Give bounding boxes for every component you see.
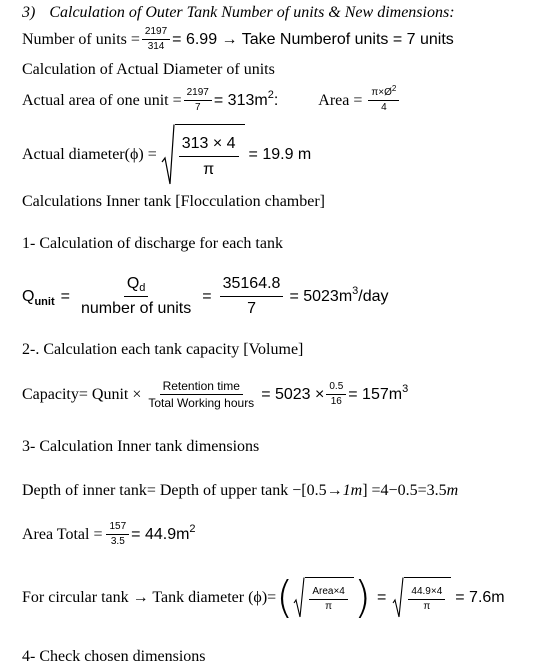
- circular-sqrt-2: [392, 577, 451, 619]
- right-paren-icon: ): [353, 572, 372, 623]
- capacity-heading: 2-. Calculation each tank capacity [Volume]: [22, 341, 304, 358]
- inner-dims-heading: 3- Calculation Inner tank dimensions: [22, 438, 260, 455]
- units-fraction: [142, 27, 170, 52]
- circular-sqrt-1: [293, 577, 354, 619]
- area-prefix: Actual area of one unit =: [22, 91, 182, 109]
- capacity-prefix: Capacity= Qunit ×: [22, 385, 142, 403]
- capacity-fraction-2: [326, 382, 346, 407]
- radical-sign-icon: [293, 577, 305, 619]
- circular-tank-equation: For circular tank → Tank diameter (ϕ)= ( Area×4 π ) = $\frac{44.9\times 4}{\pi}$ = 7.6m: [22, 572, 505, 623]
- diameter-prefix: Actual diameter(ϕ) =: [22, 146, 157, 163]
- units-equation: [22, 27, 454, 52]
- depth-equation: Depth of inner tank= Depth of upper tank −[0.5→1m] =4−0.5=3.5m: [22, 482, 459, 499]
- area-total-denominator: 3.5: [110, 536, 125, 547]
- discharge-equation: $Q_{unit}$ = Qd number of units = $\frac{35164.8}{7}$ = $5023m^3$/day: [22, 275, 389, 317]
- q-unit-label: $Q_{unit}$: [22, 287, 55, 308]
- circular-numerator-1: Area×4: [309, 587, 348, 600]
- capacity-denominator: Total Working hours: [148, 396, 255, 410]
- capacity-mid: = 5023 ×: [261, 385, 325, 403]
- capacity-numerator: Retention time: [160, 380, 243, 395]
- discharge-heading: 1- Calculation of discharge for each tank: [22, 235, 283, 252]
- area-formula-fraction: [368, 84, 399, 113]
- capacity-numerator-2: 0.5: [326, 382, 346, 395]
- actual-diameter-heading: Calculation of Actual Diameter of units: [22, 61, 275, 78]
- discharge-fraction-1: [78, 276, 194, 317]
- section-heading: [22, 5, 455, 21]
- capacity-fraction: [145, 380, 257, 409]
- diameter-sqrt: [161, 124, 245, 186]
- left-paren-icon: (: [276, 572, 294, 623]
- discharge-fraction-2: [220, 276, 284, 317]
- check-heading: 4- Check chosen dimensions: [22, 648, 206, 665]
- discharge-numerator-2: 35164.8: [220, 276, 284, 297]
- circular-fraction-1: [309, 587, 348, 612]
- circular-prefix: For circular tank → Tank diameter (ϕ)=: [22, 589, 277, 606]
- units-prefix: Number of units =: [22, 30, 140, 48]
- units-result: = 6.99 → Take Numberof units = 7 units: [172, 30, 454, 48]
- area-numerator: 2197: [184, 88, 212, 101]
- circular-fraction-2: [408, 587, 445, 612]
- area-result: = $313m^2$:: [213, 88, 279, 109]
- area-total-numerator: 157: [106, 522, 129, 535]
- circular-result: = 7.6m: [455, 589, 505, 606]
- discharge-result: = $5023m^3$/day: [289, 284, 389, 305]
- circular-denominator-1: π: [325, 601, 333, 612]
- area-total-fraction: [106, 522, 129, 547]
- inner-tank-heading: Calculations Inner tank [Flocculation chamber]: [22, 193, 326, 210]
- diameter-equation: [22, 124, 311, 186]
- area-equation: [22, 84, 401, 113]
- area-denominator: 7: [194, 102, 201, 113]
- circular-numerator-2: 44.9×4: [408, 587, 445, 600]
- units-numerator: 2197: [142, 27, 170, 40]
- area-fraction: [184, 88, 212, 113]
- area-formula-label: Area =: [318, 91, 363, 109]
- capacity-denominator-2: 16: [330, 396, 342, 407]
- diameter-result: = 19.9 m: [248, 146, 312, 163]
- radical-sign-icon: [392, 577, 404, 619]
- discharge-numerator-1: Qd: [124, 276, 149, 297]
- units-denominator: 314: [147, 41, 165, 52]
- area-total-prefix: Area Total =: [22, 525, 103, 543]
- area-total-result: = $44.9m^2$: [131, 522, 196, 543]
- diameter-denominator: π: [203, 160, 215, 178]
- area-total-equation: [22, 522, 196, 547]
- area-formula-numerator: $\pi\times Ø^2$: [368, 88, 399, 101]
- diameter-fraction: [179, 136, 239, 178]
- discharge-denominator-1: number of units: [80, 300, 192, 317]
- discharge-denominator-2: 7: [247, 300, 256, 317]
- section-title: Calculation of Outer Tank Number of units & New dimensions:: [49, 4, 455, 21]
- section-number: 3): [22, 4, 36, 21]
- area-formula-denominator: 4: [381, 102, 387, 113]
- radical-sign-icon: [161, 124, 175, 186]
- circular-denominator-2: π: [423, 601, 431, 612]
- capacity-result: = $157m^3$: [348, 382, 409, 403]
- diameter-numerator: 313 × 4: [179, 136, 239, 157]
- capacity-equation: [22, 380, 408, 409]
